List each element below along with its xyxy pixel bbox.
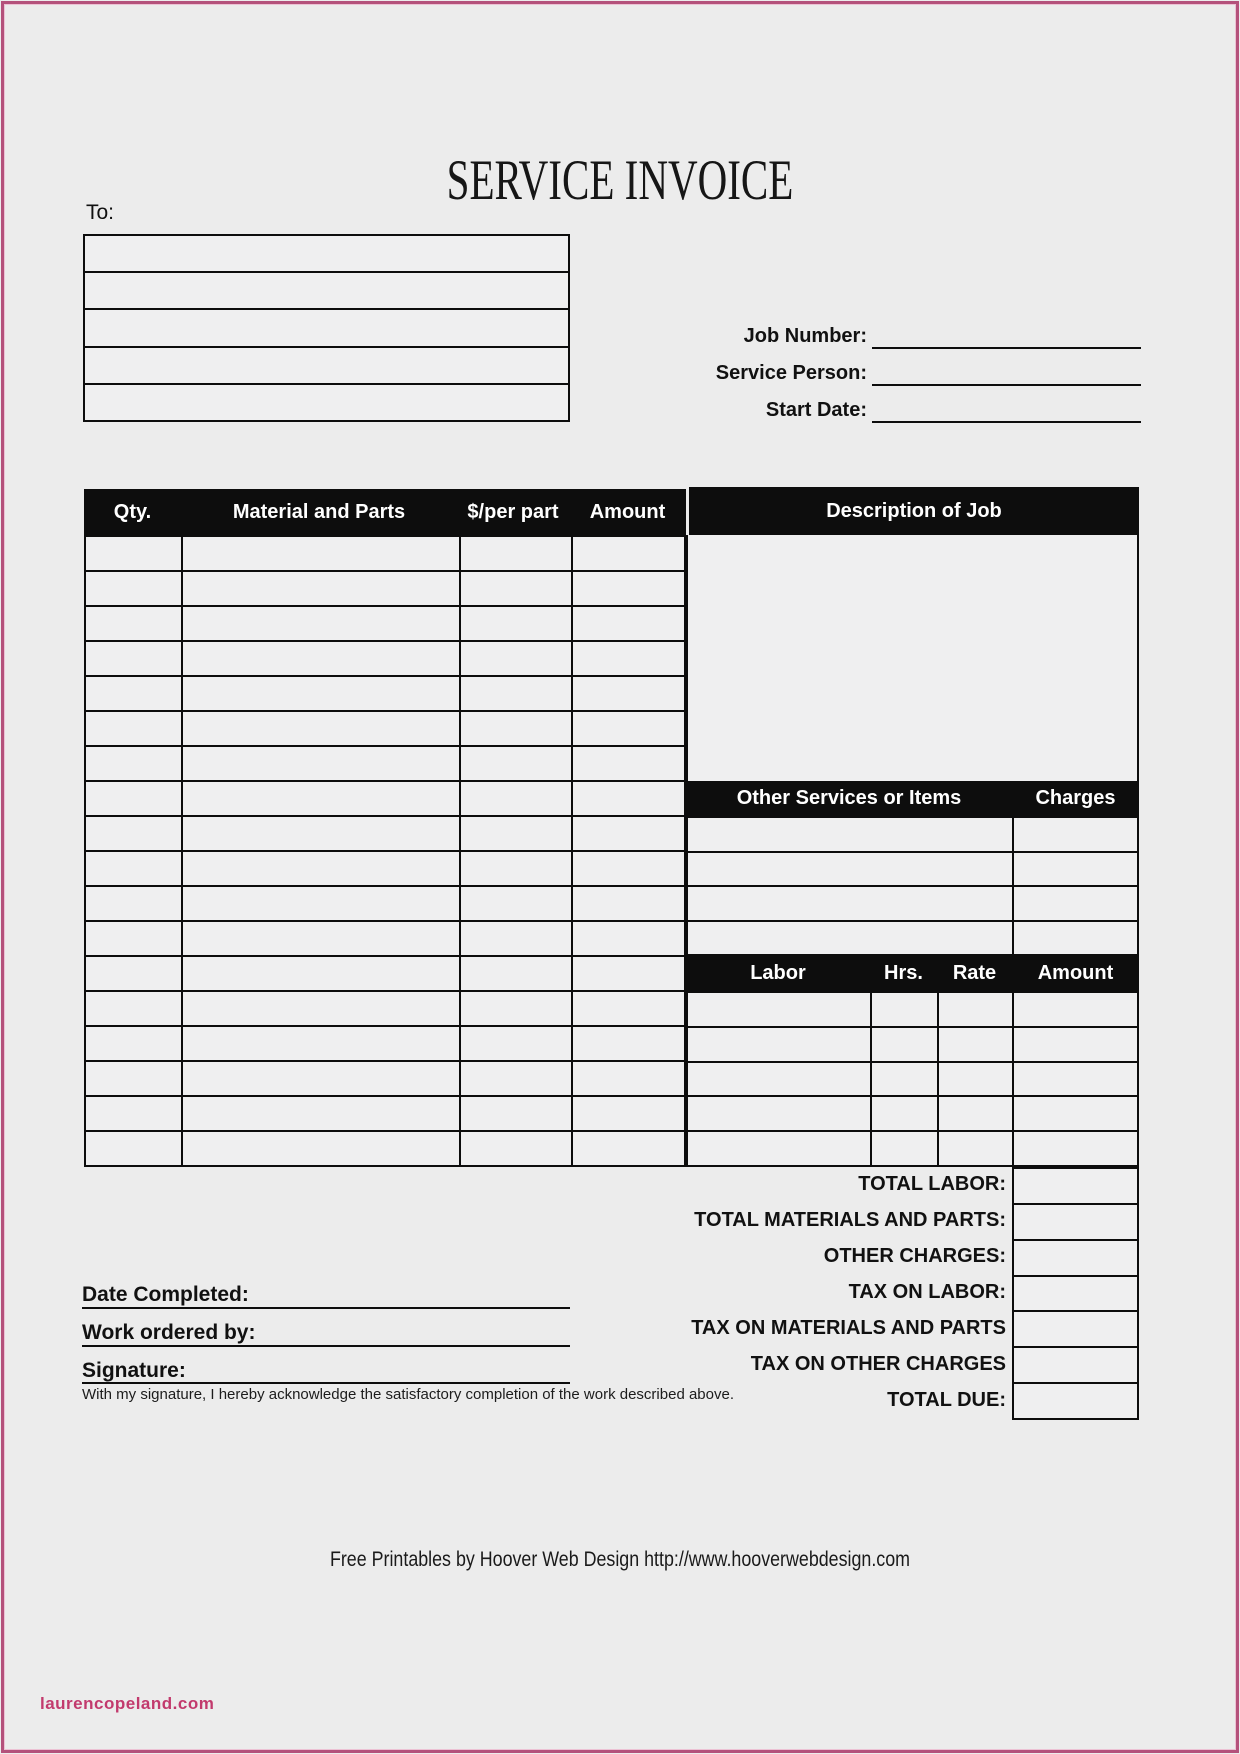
materials-table-cell xyxy=(461,1062,571,1095)
materials-table-cell xyxy=(461,817,571,850)
materials-table-cell xyxy=(573,747,684,780)
materials-table-cell xyxy=(461,957,571,990)
totals-value-cell xyxy=(1014,1277,1137,1311)
labor-table-cell xyxy=(872,1028,937,1061)
signature-blank-line xyxy=(82,1382,570,1384)
materials-table-cell xyxy=(86,1062,181,1095)
materials-table-cell xyxy=(86,1097,181,1130)
hours-column-header: Hrs. xyxy=(884,962,923,984)
materials-table-cell xyxy=(573,1097,684,1130)
other-services-cell xyxy=(1014,922,1137,955)
other-services-label: Other Services or Items xyxy=(736,787,962,809)
labor-table-body xyxy=(686,991,1139,1167)
recipient-address-line xyxy=(85,273,568,308)
other-services-cell xyxy=(1014,887,1137,920)
labor-table-cell xyxy=(939,1132,1012,1165)
other-services-cell xyxy=(1014,853,1137,886)
materials-table-cell xyxy=(573,537,684,570)
totals-value-cell xyxy=(1014,1312,1137,1346)
materials-table-cell xyxy=(461,712,571,745)
other-charges-label: OTHER CHARGES: xyxy=(823,1245,1006,1267)
totals-value-cell xyxy=(1014,1384,1137,1418)
materials-table-cell xyxy=(183,817,459,850)
materials-table-cell xyxy=(461,1027,571,1060)
materials-table-cell xyxy=(183,572,459,605)
materials-table-cell xyxy=(573,712,684,745)
materials-table-cell xyxy=(86,572,181,605)
labor-table-cell xyxy=(939,1063,1012,1096)
labor-table-cell xyxy=(1014,1132,1137,1165)
start-date-label: Start Date: xyxy=(765,399,867,421)
materials-table-cell xyxy=(86,957,181,990)
materials-table-cell xyxy=(183,922,459,955)
labor-table-header xyxy=(686,956,1139,991)
material-parts-column-header: Material and Parts xyxy=(232,500,406,523)
materials-table-cell xyxy=(183,747,459,780)
materials-table-cell xyxy=(183,642,459,675)
materials-table-cell xyxy=(86,747,181,780)
site-watermark: laurencopeland.com xyxy=(40,1694,215,1713)
materials-table-cell xyxy=(573,677,684,710)
recipient-to-label: To: xyxy=(86,201,115,224)
labor-table-cell xyxy=(872,1132,937,1165)
labor-table-cell xyxy=(1014,1028,1137,1061)
materials-table-cell xyxy=(86,1027,181,1060)
labor-table-cell xyxy=(1014,1097,1137,1130)
materials-table-cell xyxy=(86,642,181,675)
materials-table-cell xyxy=(461,1097,571,1130)
materials-table-cell xyxy=(573,642,684,675)
materials-table-cell xyxy=(573,1027,684,1060)
materials-table-cell xyxy=(573,1132,684,1165)
signature-label: Signature: xyxy=(82,1359,186,1382)
total-due-label: TOTAL DUE: xyxy=(887,1389,1006,1411)
labor-table-cell xyxy=(872,1063,937,1096)
materials-table-cell xyxy=(86,817,181,850)
materials-table-cell xyxy=(461,677,571,710)
materials-table-cell xyxy=(573,922,684,955)
materials-table-cell xyxy=(461,572,571,605)
materials-table-cell xyxy=(86,852,181,885)
labor-table-cell xyxy=(939,993,1012,1026)
recipient-address-line xyxy=(85,236,568,271)
signature-acknowledgement-note: With my signature, I hereby acknowledge the satisfactory completion of the work described above. xyxy=(82,1386,734,1403)
page-title: SERVICE INVOICE xyxy=(446,149,794,212)
other-services-table-body xyxy=(686,816,1139,956)
other-services-cell xyxy=(688,887,1012,920)
rate-column-header: Rate xyxy=(952,962,997,984)
totals-value-cell xyxy=(1014,1205,1137,1239)
total-materials-parts-label: TOTAL MATERIALS AND PARTS: xyxy=(694,1209,1006,1231)
materials-table-cell xyxy=(86,922,181,955)
description-of-job-area xyxy=(686,535,1139,781)
materials-table-header xyxy=(84,489,686,535)
labor-table-cell xyxy=(1014,993,1137,1026)
work-ordered-by-label: Work ordered by: xyxy=(82,1321,256,1344)
materials-table-cell xyxy=(461,852,571,885)
materials-table-cell xyxy=(573,992,684,1025)
date-completed-label: Date Completed: xyxy=(82,1283,249,1306)
totals-value-cell xyxy=(1014,1241,1137,1275)
charges-column-header: Charges xyxy=(1035,787,1116,809)
labor-table-cell xyxy=(1014,1063,1137,1096)
other-services-cell xyxy=(1014,818,1137,851)
labor-table-cell xyxy=(939,1028,1012,1061)
materials-table-cell xyxy=(461,607,571,640)
tax-on-materials-parts-label: TAX ON MATERIALS AND PARTS xyxy=(691,1317,1006,1339)
totals-value-cell xyxy=(1014,1348,1137,1382)
materials-table-cell xyxy=(573,572,684,605)
materials-table-cell xyxy=(183,1097,459,1130)
footer-credit: Free Printables by Hoover Web Design http://www.hooverwebdesign.com xyxy=(329,1548,911,1571)
labor-table-cell xyxy=(688,1063,870,1096)
description-of-job-label: Description of Job xyxy=(826,499,1002,522)
materials-table-cell xyxy=(183,537,459,570)
materials-table-cell xyxy=(183,1062,459,1095)
labor-column-header: Labor xyxy=(750,962,806,984)
labor-table-cell xyxy=(688,1028,870,1061)
other-services-cell xyxy=(688,922,1012,955)
labor-table-cell xyxy=(688,993,870,1026)
labor-amount-column-header: Amount xyxy=(1037,962,1114,984)
job-number-label: Job Number: xyxy=(743,325,867,347)
other-services-cell xyxy=(688,818,1012,851)
work-ordered-by-blank-line xyxy=(82,1345,570,1347)
materials-table-cell xyxy=(461,537,571,570)
materials-table-cell xyxy=(86,782,181,815)
date-completed-blank-line xyxy=(82,1307,570,1309)
labor-table-cell xyxy=(688,1132,870,1165)
labor-table-cell xyxy=(688,1097,870,1130)
other-services-cell xyxy=(688,853,1012,886)
service-person-blank-line xyxy=(872,384,1141,386)
materials-table-cell xyxy=(86,607,181,640)
totals-value-cell xyxy=(1014,1169,1137,1203)
materials-table-cell xyxy=(183,1132,459,1165)
materials-table-cell xyxy=(461,642,571,675)
materials-table-cell xyxy=(86,712,181,745)
materials-table-cell xyxy=(573,817,684,850)
labor-table-cell xyxy=(872,1097,937,1130)
recipient-address-line xyxy=(85,348,568,383)
materials-table-cell xyxy=(86,537,181,570)
recipient-address-line xyxy=(85,385,568,420)
materials-table-cell xyxy=(461,1132,571,1165)
tax-on-labor-label: TAX ON LABOR: xyxy=(848,1281,1006,1303)
materials-table-cell xyxy=(183,992,459,1025)
materials-table-cell xyxy=(461,922,571,955)
materials-table-cell xyxy=(461,887,571,920)
materials-table-cell xyxy=(183,1027,459,1060)
tax-on-other-charges-label: TAX ON OTHER CHARGES xyxy=(750,1353,1006,1375)
materials-table-cell xyxy=(183,607,459,640)
labor-table-cell xyxy=(939,1097,1012,1130)
materials-table-cell xyxy=(461,747,571,780)
start-date-blank-line xyxy=(872,421,1141,423)
materials-table-cell xyxy=(461,992,571,1025)
materials-table-cell xyxy=(183,677,459,710)
materials-table-cell xyxy=(183,957,459,990)
materials-table-cell xyxy=(86,677,181,710)
service-person-label: Service Person: xyxy=(715,362,867,384)
price-per-part-column-header: $/per part xyxy=(467,500,559,523)
materials-table-cell xyxy=(183,782,459,815)
amount-column-header: Amount xyxy=(589,500,666,523)
description-of-job-header xyxy=(689,487,1139,535)
materials-table-cell xyxy=(86,992,181,1025)
materials-table-cell xyxy=(461,782,571,815)
materials-table-cell xyxy=(573,1062,684,1095)
materials-table-cell xyxy=(86,1132,181,1165)
total-labor-label: TOTAL LABOR: xyxy=(858,1173,1006,1195)
labor-table-cell xyxy=(872,993,937,1026)
materials-table-cell xyxy=(573,852,684,885)
qty-column-header: Qty. xyxy=(113,500,152,523)
materials-table-cell xyxy=(86,887,181,920)
materials-table-cell xyxy=(183,852,459,885)
other-services-header xyxy=(686,781,1139,816)
materials-table-body xyxy=(84,535,686,1167)
materials-table-cell xyxy=(183,887,459,920)
recipient-address-line xyxy=(85,310,568,345)
materials-table-cell xyxy=(573,782,684,815)
materials-table-cell xyxy=(573,607,684,640)
materials-table-cell xyxy=(183,712,459,745)
job-number-blank-line xyxy=(872,347,1141,349)
recipient-address-box xyxy=(83,234,570,422)
materials-table-cell xyxy=(573,957,684,990)
totals-value-boxes xyxy=(1012,1167,1139,1420)
materials-table-cell xyxy=(573,887,684,920)
